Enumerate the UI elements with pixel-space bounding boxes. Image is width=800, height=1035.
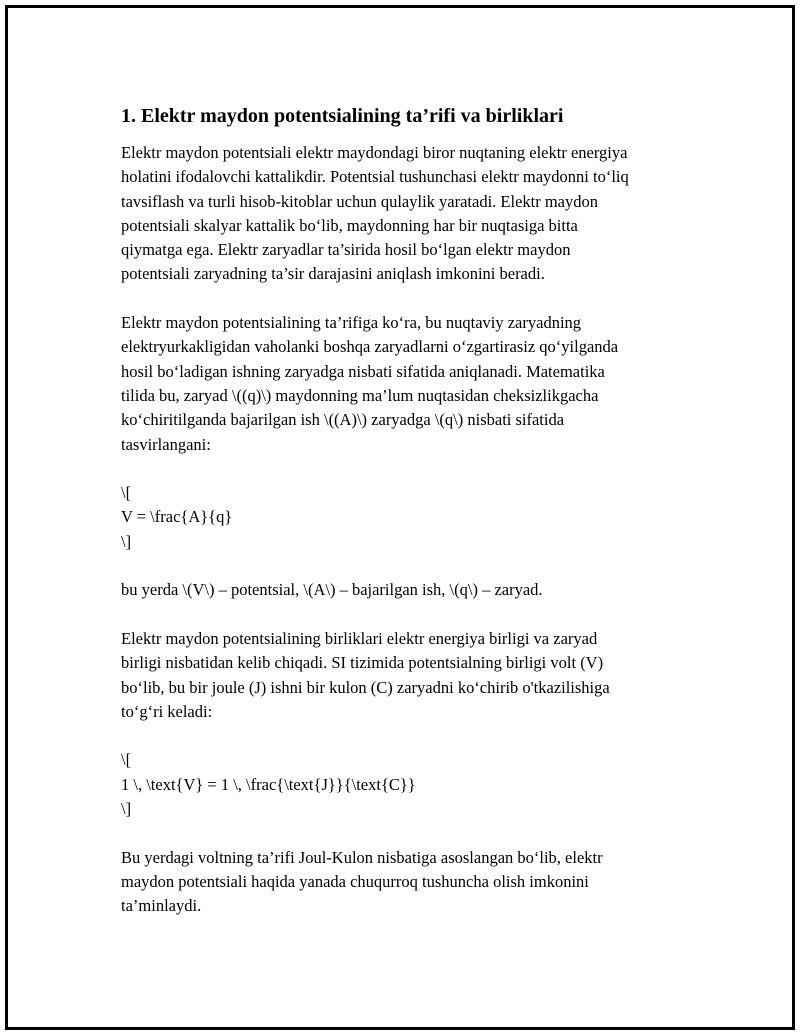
formula-body: V = \frac{A}{q} — [121, 507, 233, 527]
formula-open-delimiter: \[ — [121, 483, 132, 503]
document-content — [121, 104, 701, 943]
formula-open-delimiter: \[ — [121, 750, 132, 770]
paragraph-conclusion: Bu yerdagi voltning ta’rifi Joul-Kulon nisbatiga asoslangan bo‘lib, elektr maydon potentsiali haqida yanada chuqurroq tushuncha olish imkonini ta’minlaydi. — [121, 847, 603, 916]
section-title: 1. Elektr maydon potentsialining ta’rifi va birliklari — [121, 105, 564, 127]
paragraph-definition: Elektr maydon potentsiali elektr maydondagi biror nuqtaning elektr energiya holatini ifodalovchi kattalikdir. Potentsial tushunchasi elektr maydonni to‘liq tavsiflash va turli hisob-kitoblar uchun qulaylik yaratadi. Elektr maydon potentsiali skalyar kattalik bo‘lib, maydonning har bir nuqtasiga bitta qiymatga ega. Elektr zaryadlar ta’sirida hosil bo‘lgan elektr maydon potentsiali zaryadning ta’sir darajasini aniqlash imkonini beradi. — [121, 143, 629, 284]
formula-potential — [121, 481, 701, 554]
formula-body: 1 \, \text{V} = 1 \, \frac{\text{J}}{\text{C}} — [121, 774, 416, 794]
paragraph-variables: bu yerda \(V\) – potentsial, \(A\) – bajarilgan ish, \(q\) – zaryad. — [121, 580, 543, 600]
formula-volt — [121, 748, 701, 821]
paragraph-units: Elektr maydon potentsialining birliklari elektr energiya birligi va zaryad birligi nisbatidan kelib chiqadi. SI tizimida potentsialning birligi volt (V) bo‘lib, bu bir joule (J) ishni bir kulon (C) zaryadni ko‘chirib o'tkazilishiga to‘g‘ri keladi: — [121, 628, 610, 721]
page-frame — [5, 5, 795, 1030]
formula-close-delimiter: \] — [121, 799, 132, 819]
formula-close-delimiter: \] — [121, 531, 132, 551]
paragraph-potential-definition: Elektr maydon potentsialining ta’rifiga ko‘ra, bu nuqtaviy zaryadning elektryurkakligidan vaholanki boshqa zaryadlarni o‘zgartirasiz qo‘yilganda hosil bo‘ladigan ishning zaryadga nisbati sifatida aniqlanadi. Matematika tilida bu, zaryad \((q)\) maydonning ma’lum nuqtasidan cheksizlikgacha ko‘chiritilganda bajarilgan ish \((A)\) zaryadga \(q\) nisbati sifatida tasvirlangani: — [121, 313, 619, 454]
